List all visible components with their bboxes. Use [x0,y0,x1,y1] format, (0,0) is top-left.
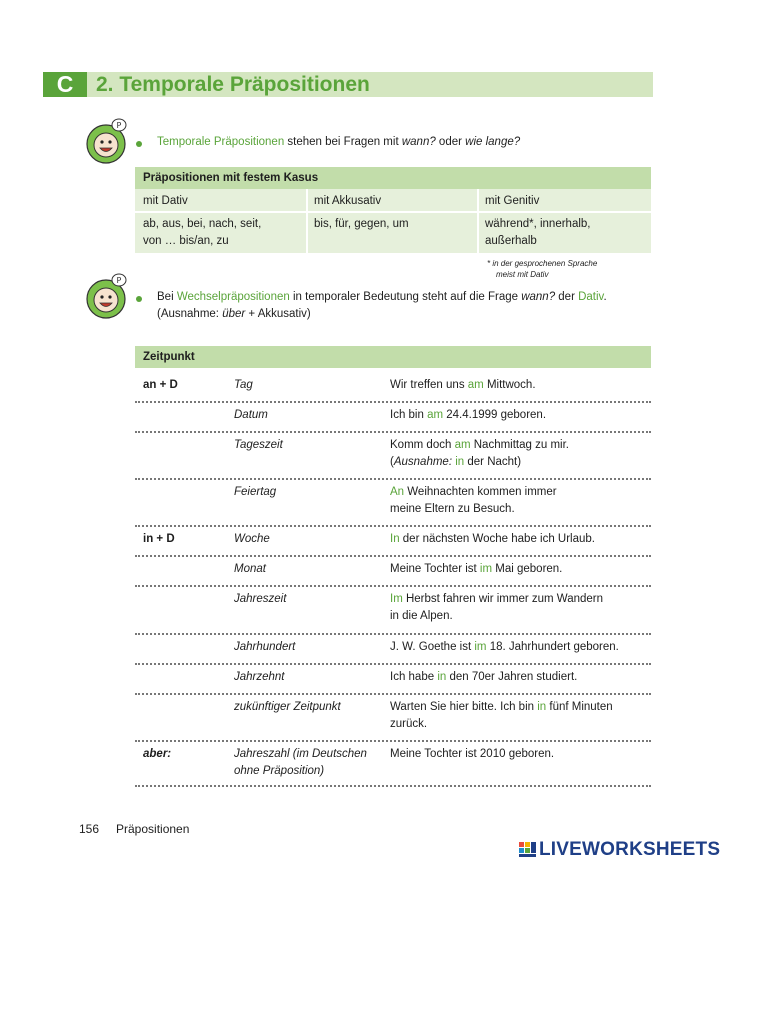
example-text: Mittwoch. [483,379,536,391]
section-letter-badge: C [43,72,87,97]
table1-dativ-line1: ab, aus, bei, nach, seit, [143,218,262,230]
preposition-highlight: An [390,486,405,498]
intro1-question-wann: wann? [401,136,436,148]
table2-category: Monat [234,563,266,575]
example-text: Warten Sie hier bitte. Ich bin [390,701,538,713]
table2-example [390,591,603,608]
table1-footnote-line1: * in der gesprochenen Sprache [487,259,598,268]
intro2-akkusativ: + Akkusativ) [245,308,311,320]
table1-column-header-row [135,189,651,213]
table1-col-dativ: mit Dativ [143,195,188,207]
table2-category: Woche [234,533,270,545]
table2-example-line2 [390,608,453,625]
row-divider [135,633,651,635]
table2-header [135,346,651,368]
example-text: meine Eltern zu Besuch. [390,503,515,515]
bullet-icon [136,141,142,147]
smiley-mascot-icon [85,273,131,319]
row-divider [135,525,651,527]
table2-example [390,561,562,578]
preposition-highlight: Im [390,593,403,605]
table2-example-line2 [390,454,521,471]
table2-example [390,484,557,501]
intro2-ueber: über [222,308,246,320]
table2-example-line2 [390,501,515,518]
table2-preposition: an + D [143,379,178,391]
example-text: Komm doch [390,439,455,451]
example-text: Ich bin [390,409,428,421]
example-text: 24.4.1999 geboren. [443,409,547,421]
table2-example [390,699,613,716]
table2-example [390,437,569,454]
example-text: Herbst fahren wir immer zum Wandern [402,593,604,605]
table2-example-line2 [390,716,427,733]
table1-footnote-line2: meist mit Dativ [496,270,549,279]
example-text: 18. Jahrhundert geboren. [486,641,619,653]
intro-text-2-line2 [157,306,311,323]
example-text: Wir treffen uns [390,379,468,391]
example-text: ( [390,456,394,468]
row-divider [135,740,651,742]
example-text: der Nacht) [464,456,522,468]
page-number: 156 [79,822,100,836]
table2-category: Jahreszeit [234,593,287,605]
row-divider [135,785,651,787]
table2-category: Jahrhundert [234,641,296,653]
table2-category: Jahrzehnt [234,671,285,683]
example-text: den 70er Jahren studiert. [446,671,578,683]
example-text: Weihnachten kommen immer [404,486,557,498]
example-text: Nachmittag zu mir. [470,439,569,451]
example-text: Ich habe [390,671,438,683]
example-text: Meine Tochter ist [390,563,480,575]
row-divider [135,663,651,665]
table1-dativ-line2: von … bis/an, zu [143,235,229,247]
table2-category: Jahreszahl (im Deutschen [234,748,367,760]
table1-col-akkusativ: mit Akkusativ [314,195,382,207]
intro2-question: wann? [521,291,556,303]
example-text: Ausnahme: [393,456,453,468]
table2-category: Datum [234,409,268,421]
intro2-term: Wechselpräpositionen [176,291,290,303]
intro2-dativ: Dativ [578,291,604,303]
intro2-exception: (Ausnahme: [157,308,223,320]
table2-example [390,377,536,394]
table1-col-divider-2 [477,189,479,253]
table2-category-line2: ohne Präposition) [234,765,325,777]
preposition-highlight: am [454,439,471,451]
svg-text:P: P [116,121,122,130]
table2-title: Zeitpunkt [143,351,195,363]
row-divider [135,693,651,695]
example-text: J. W. Goethe ist [390,641,475,653]
table2-category: Tag [234,379,253,391]
table2-category: Feiertag [234,486,277,498]
example-text: Meine Tochter ist 2010 geboren. [390,748,555,760]
preposition-highlight: am [427,409,444,421]
intro-text-2 [157,289,657,306]
intro2-text: . [603,291,607,303]
intro1-question-wielange: wie lange? [465,136,521,148]
example-text: der nächsten Woche habe ich Urlaub. [399,533,595,545]
example-text: fünf Minuten [546,701,613,713]
watermark-text: LIVEWORKSHEETS [539,839,721,860]
example-text: zurück. [390,718,428,730]
table2-example [390,746,554,763]
preposition-highlight: in [455,456,465,468]
table1-genitiv-line1: während*, innerhalb, [485,218,591,230]
table1-title: Präpositionen mit festem Kasus [143,172,319,184]
intro1-term: Temporale Präpositionen [157,136,285,148]
table2-category: zukünftiger Zeitpunkt [234,701,341,713]
preposition-highlight: In [390,533,400,545]
smiley-mascot-icon [85,118,131,164]
intro1-oder: oder [435,136,466,148]
table2-example [390,407,546,424]
row-divider [135,431,651,433]
row-divider [135,585,651,587]
table2-category: Tageszeit [234,439,283,451]
preposition-highlight: im [474,641,487,653]
chapter-name: Präpositionen [116,822,190,836]
preposition-highlight: in [537,701,547,713]
liveworksheets-logo-icon [519,842,537,863]
table2-example [390,669,577,686]
preposition-highlight: in [437,671,447,683]
table1-col-genitiv: mit Genitiv [485,195,540,207]
table1-divider [135,211,651,213]
example-text: in die Alpen. [390,610,453,622]
preposition-highlight: am [467,379,484,391]
intro2-text: Bei [157,291,177,303]
example-text: Mai geboren. [492,563,563,575]
table1-genitiv-line2: außerhalb [485,235,537,247]
row-divider [135,478,651,480]
intro1-text: stehen bei Fragen mit [284,136,402,148]
row-divider [135,555,651,557]
intro2-text: der [555,291,579,303]
svg-text:P: P [116,276,122,285]
preposition-highlight: im [479,563,493,575]
table2-example [390,639,619,656]
intro-text-1 [157,134,520,151]
table2-preposition: in + D [143,533,175,545]
table1-akkusativ-line1: bis, für, gegen, um [314,218,409,230]
table2-preposition: aber: [143,748,172,760]
table1-col-divider-1 [306,189,308,253]
row-divider [135,401,651,403]
table2-example [390,531,595,548]
section-title: 2. Temporale Präpositionen [96,73,370,96]
intro2-text: in temporaler Bedeutung steht auf die Frage [289,291,522,303]
bullet-icon [136,296,142,302]
